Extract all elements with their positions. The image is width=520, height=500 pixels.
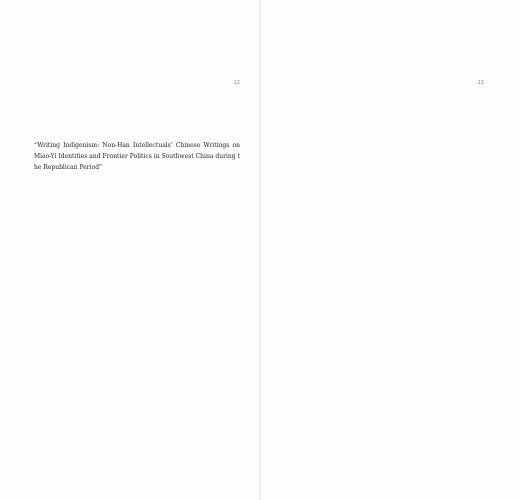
left-body-text bbox=[34, 118, 240, 195]
right-page bbox=[278, 0, 498, 500]
left-page bbox=[20, 0, 240, 500]
page-gutter bbox=[259, 0, 261, 500]
left-running-head bbox=[34, 78, 240, 88]
left-page-number: 12 bbox=[233, 80, 240, 86]
right-running-head bbox=[278, 78, 484, 88]
left-quoted-title: “Writing Indigenism: Non-Han Intellectuals’ Chinese Writings on Miao-Yi Identities and Frontier Politics in Southwest China during the Republican Period” bbox=[34, 142, 242, 171]
right-page-number: 13 bbox=[477, 80, 484, 86]
